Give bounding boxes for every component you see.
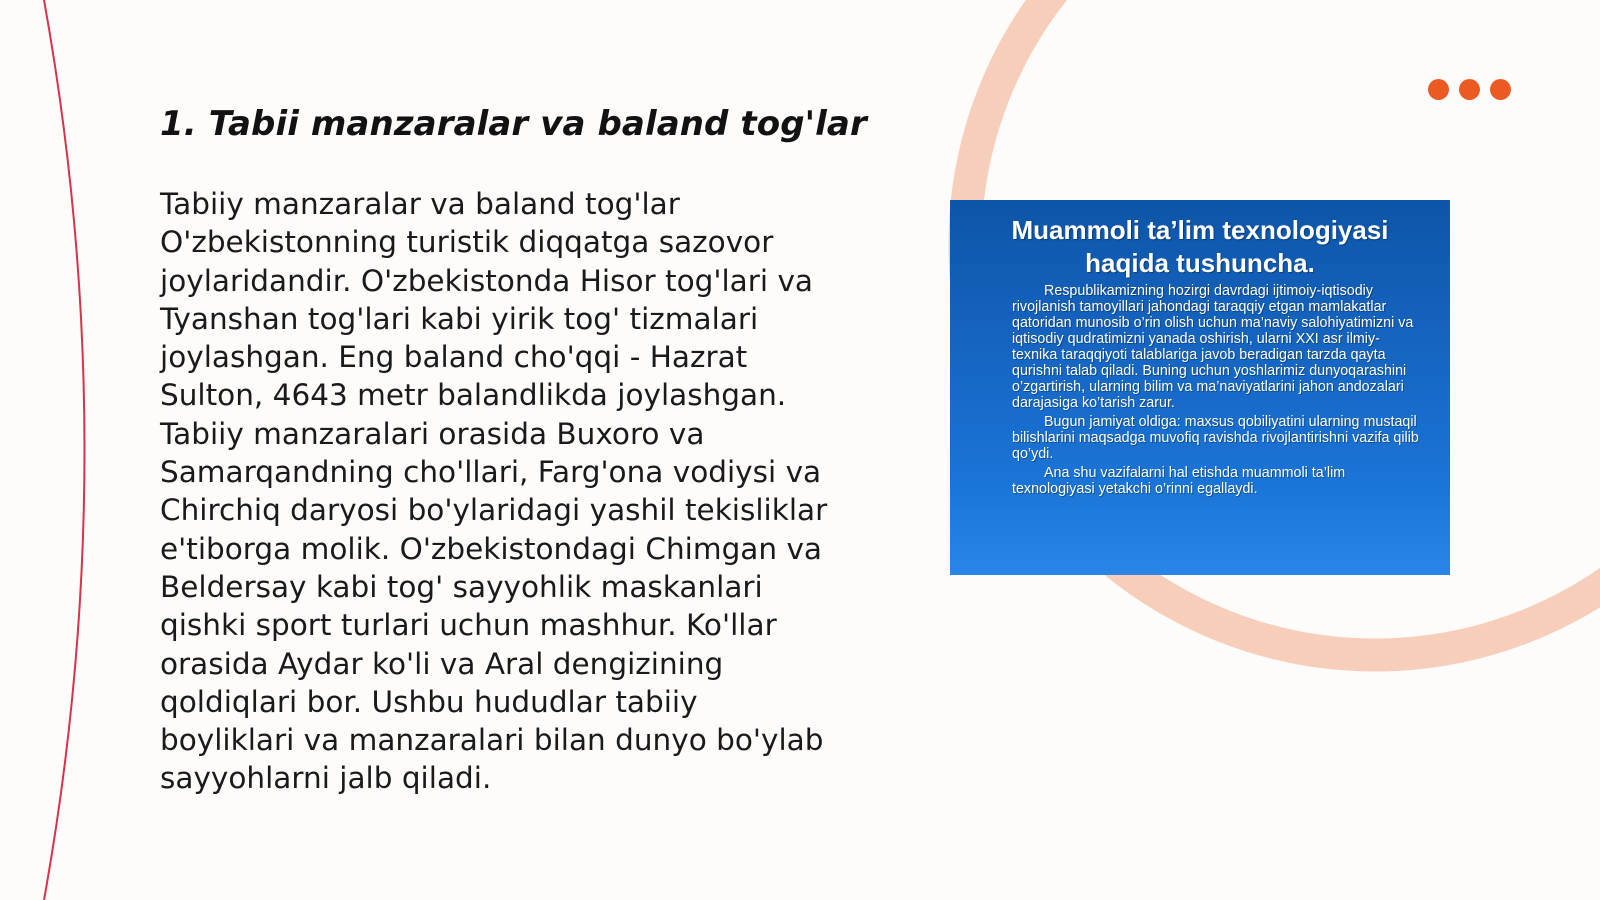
image-card-paragraph: Respublikamizning hozirgi davrdagi ijtimoiy-iqtisodiy rivojlanish tamoyillari jahondagi taraqqiy etgan mamlakatlar qatoridan munosib o’rin olish uchun ma’naviy salohiyatimizni va iqtisodiy qudratimizni yanada oshirish, ularni XXI asr ilmiy-texnika taraqqiyoti talablariga javob beradigan tarzda qayta qurishni talab qiladi. Buning uchun yoshlarimiz dunyoqarashini o’zgartirish, ularning bilim va ma’naviyatlarini jahon andozalari darajasiga ko’tarish zarur.	[1012, 283, 1414, 411]
slide-body-text: Tabiiy manzaralar va baland tog'lar O'zbekistonning turistik diqqatga sazovor joylaridandir. O'zbekistonda Hisor tog'lari va Tyanshan tog'lari kabi yirik tog' tizmalari joylashgan. Eng baland cho'qqi - Hazrat Sulton, 4643 metr balandlikda joylashgan. Tabiiy manzaralari orasida Buxoro va Samarqandning cho'llari, Farg'ona vodiysi va Chirchiq daryosi bo'ylaridagi yashil tekisliklar e'tiborga molik. O'zbekistondagi Chimgan va Beldersay kabi tog' sayyohlik maskanlari qishki sport turlari uchun mashhur. Ko'llar orasida Aydar ko'li va Aral dengizining qoldiqlari bor. Ushbu hududlar tabiiy boyliklari va manzaralari bilan dunyo bo'ylab sayyohlarni jalb qiladi.	[160, 187, 828, 796]
embedded-slide-image	[950, 200, 1450, 575]
image-card-paragraph: Ana shu vazifalarni hal etishda muammoli ta’lim texnologiyasi yetakchi o’rinni egallaydi.	[1012, 465, 1346, 497]
image-card-title: Muammoli ta’lim texnologiyasi haqida tushuncha.	[1011, 215, 1389, 278]
dot-icon	[1428, 79, 1449, 100]
image-card-paragraph: Bugun jamiyat oldiga: maxsus qobiliyatini ularning mustaqil bilishlarini maqsadga muvofiq ravishda rivojlantirishni vazifa qilib qo’ydi.	[1012, 414, 1419, 462]
left-border-curve	[44, 0, 85, 900]
menu-dots-icon[interactable]	[1428, 79, 1511, 100]
slide-title: 1. Tabii manzaralar va baland tog'lar	[160, 104, 867, 144]
dot-icon	[1490, 79, 1511, 100]
dot-icon	[1459, 79, 1480, 100]
